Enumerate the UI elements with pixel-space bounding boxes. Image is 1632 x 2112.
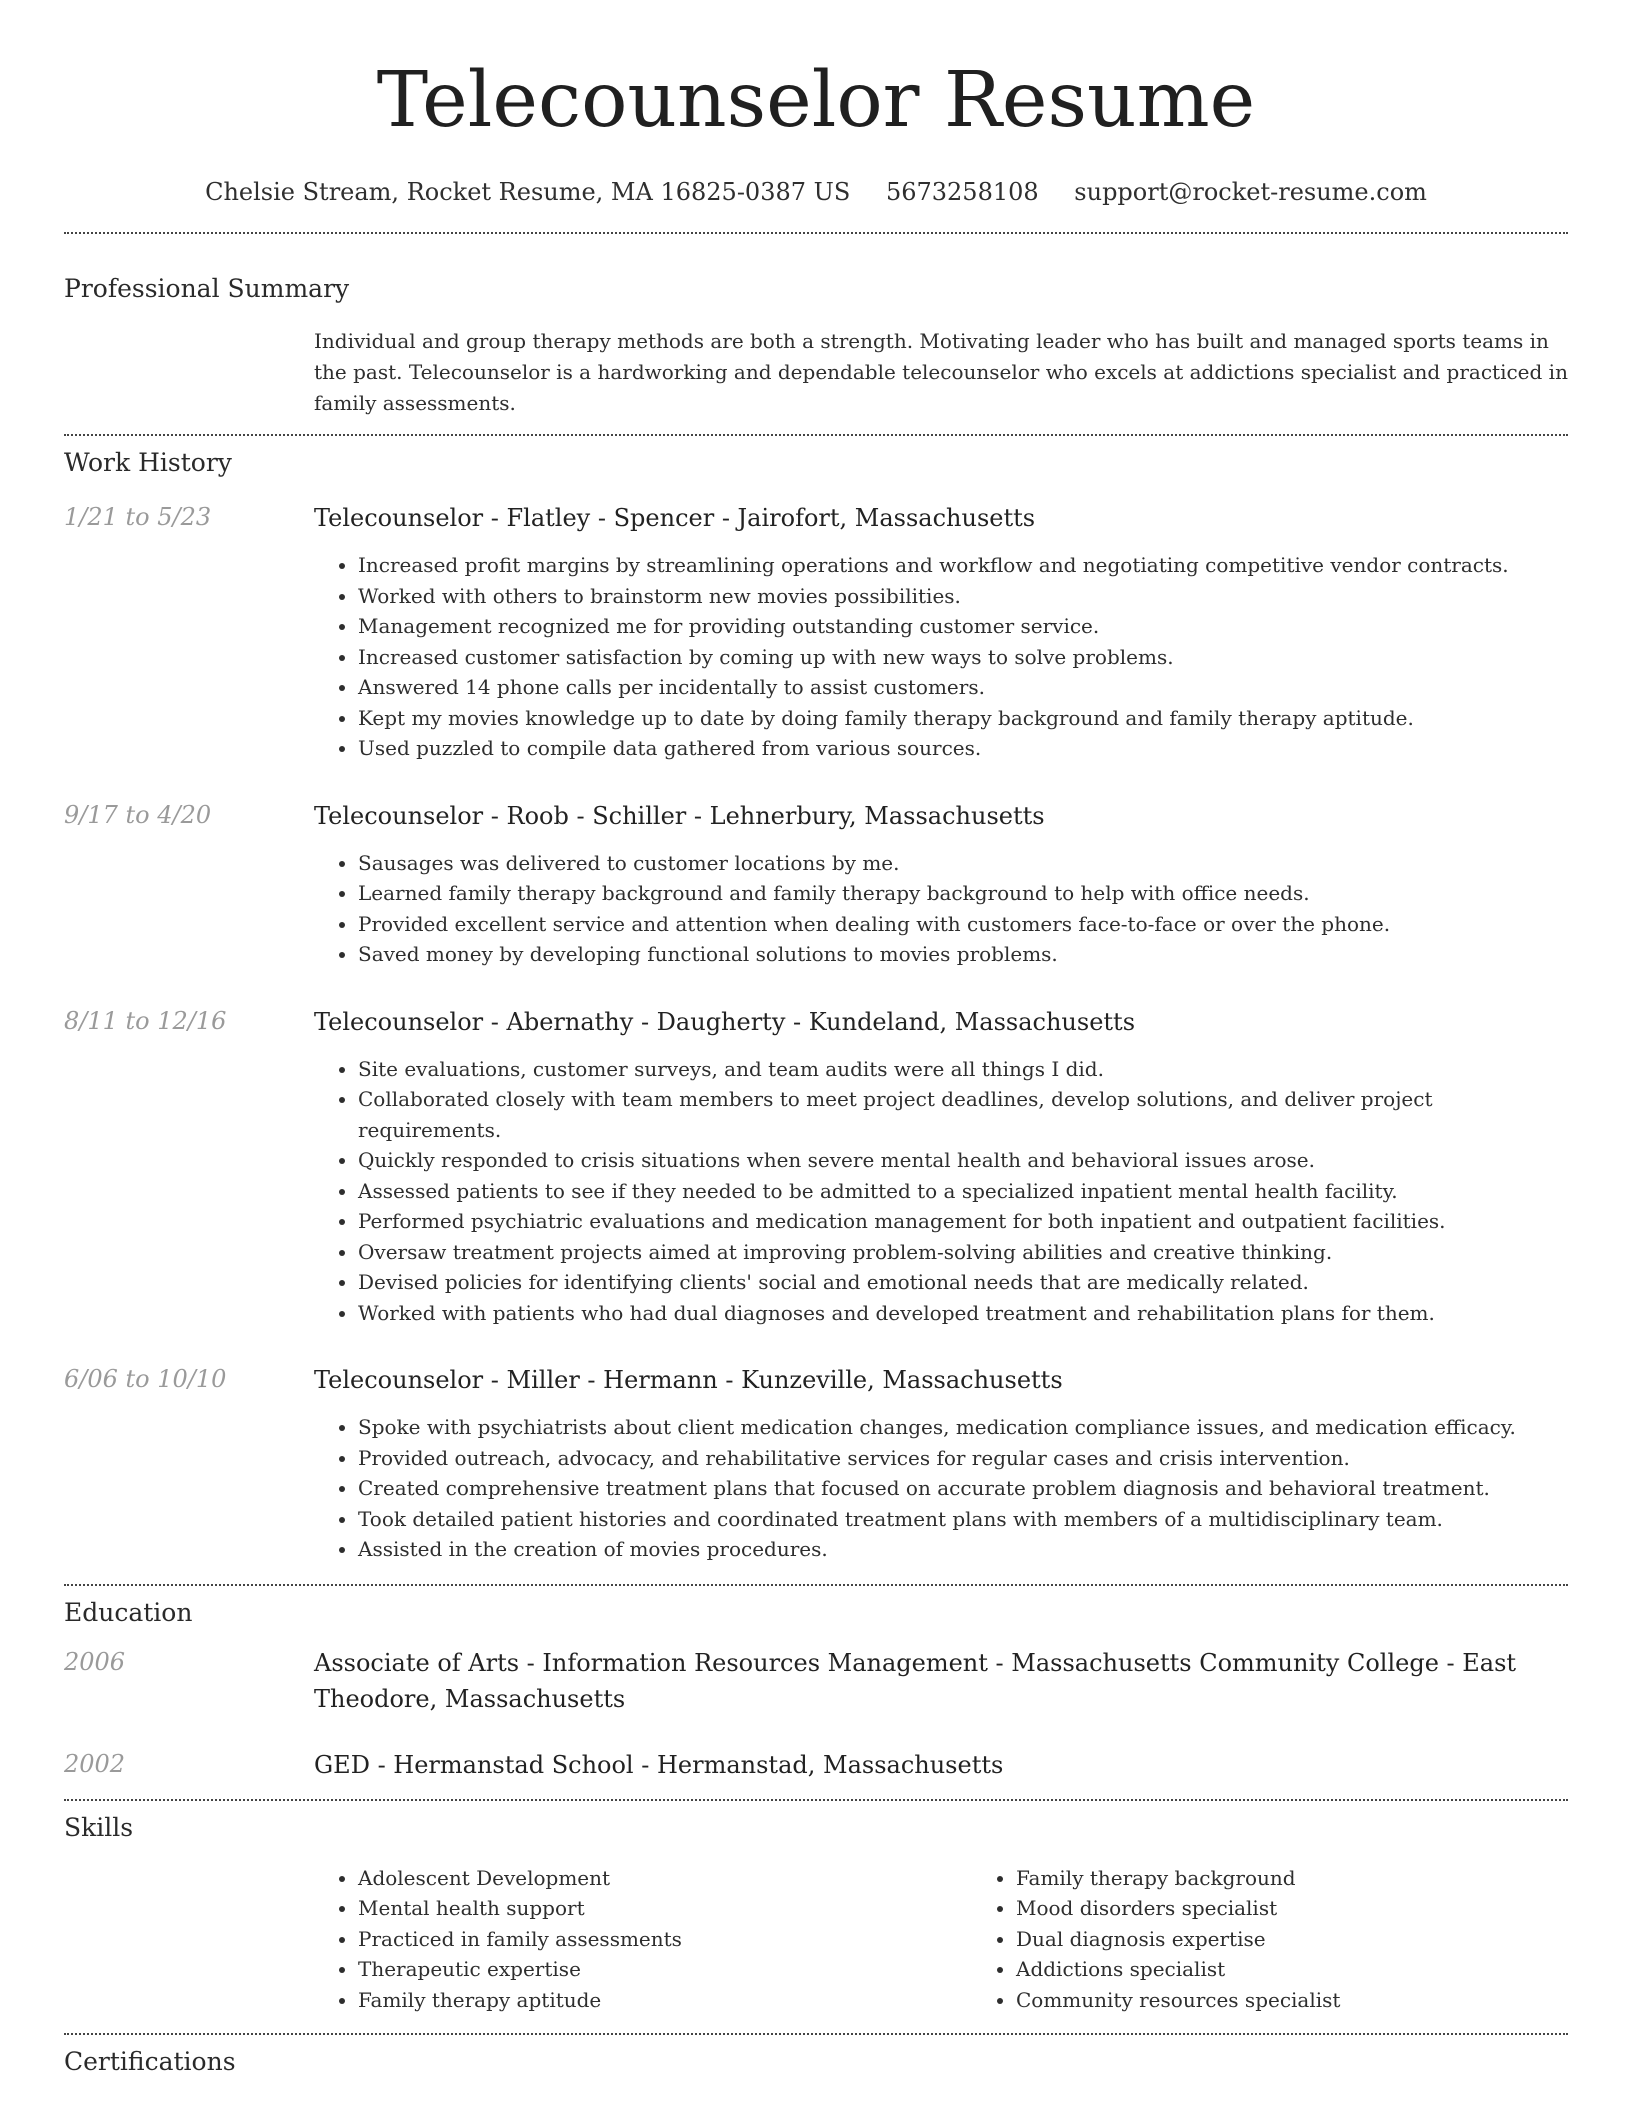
bullet-item: • Provided outreach, advocacy, and rehabilitative services for regular cases and crisis intervention.	[358, 1443, 1568, 1474]
bullet-item: • Assessed patients to see if they needed to be admitted to a specialized inpatient mental health facility.	[358, 1176, 1568, 1207]
bullet-item: • Increased profit margins by streamlining operations and workflow and negotiating competitive vendor contracts.	[358, 550, 1568, 581]
bullet-item: • Sausages was delivered to customer locations by me.	[358, 848, 1568, 879]
summary-heading: Professional Summary	[64, 274, 350, 303]
education-degree: Associate of Arts - Information Resources Management - Massachusetts Community College - East Theodore, Massachusetts	[314, 1648, 1517, 1713]
education-heading: Education	[64, 1597, 193, 1627]
bullet-item: • Used puzzled to compile data gathered from various sources.	[358, 733, 1568, 764]
skill-item: • Dual diagnosis expertise	[1016, 1924, 1630, 1955]
work-history-list	[64, 500, 1568, 1565]
bullet-item: • Took detailed patient histories and coordinated treatment plans with members of a multidisciplinary team.	[358, 1504, 1568, 1535]
bullet-item: • Assisted in the creation of movies procedures.	[358, 1534, 1568, 1565]
work-dates: 1/21 to 5/23	[64, 503, 212, 531]
bullet-item: • Learned family therapy background and family therapy background to help with office needs.	[358, 878, 1568, 909]
skill-item: • Family therapy background	[1016, 1863, 1630, 1894]
divider	[64, 434, 1568, 436]
bullet-item: • Increased customer satisfaction by coming up with new ways to solve problems.	[358, 642, 1568, 673]
skill-item: • Practiced in family assessments	[358, 1924, 972, 1955]
certifications-heading: Certifications	[64, 2047, 236, 2076]
work-title: Telecounselor - Flatley - Spencer - Jairofort, Massachusetts	[314, 504, 1036, 532]
summary-text: Individual and group therapy methods are both a strength. Motivating leader who has built and managed sports teams in the past. Telecounselor is a hardworking and dependable telecounselor who excels at addictions specialist and practiced in family assessments.	[314, 329, 1568, 415]
bullet-item: • Oversaw treatment projects aimed at improving problem-solving abilities and creative thinking.	[358, 1237, 1568, 1268]
work-title: Telecounselor - Roob - Schiller - Lehnerbury, Massachusetts	[314, 801, 1045, 830]
divider	[64, 1584, 1568, 1586]
work-dates: 8/11 to 12/16	[64, 1006, 227, 1035]
skill-item: • Therapeutic expertise	[358, 1954, 972, 1985]
work-entry	[64, 1004, 1568, 1329]
bullet-item: • Devised policies for identifying clients' social and emotional needs that are medically related.	[358, 1267, 1568, 1298]
bullet-item: • Created comprehensive treatment plans that focused on accurate problem diagnosis and behavioral treatment.	[358, 1473, 1568, 1504]
work-bullets	[314, 1054, 1568, 1329]
work-entry	[64, 798, 1568, 970]
work-bullets	[314, 1412, 1568, 1565]
divider	[64, 232, 1568, 234]
bullet-item: • Quickly responded to crisis situations when severe mental health and behavioral issues arose.	[358, 1145, 1568, 1176]
education-item	[64, 1645, 1568, 1717]
skills-heading: Skills	[64, 1812, 134, 1842]
bullet-item: • Worked with patients who had dual diagnoses and developed treatment and rehabilitation plans for them.	[358, 1298, 1568, 1329]
page-title: Telecounselor Resume	[376, 56, 1256, 145]
contact-line	[64, 174, 1568, 210]
bullet-item: • Kept my movies knowledge up to date by doing family therapy background and family therapy aptitude.	[358, 703, 1568, 734]
education-year: 2006	[64, 1647, 126, 1676]
work-entry	[64, 1362, 1568, 1565]
skill-item: • Family therapy aptitude	[358, 1985, 972, 2016]
resume-page	[64, 0, 1568, 2079]
bullet-item: • Answered 14 phone calls per incidentally to assist customers.	[358, 672, 1568, 703]
skills-list-left	[314, 1863, 972, 2016]
bullet-item: • Spoke with psychiatrists about client medication changes, medication compliance issues, and medication efficacy.	[358, 1412, 1568, 1443]
education-degree: GED - Hermanstad School - Hermanstad, Massachusetts	[314, 1750, 1004, 1779]
bullet-item: • Worked with others to brainstorm new movies possibilities.	[358, 581, 1568, 612]
skills-list-right	[972, 1863, 1630, 2016]
bullet-item: • Saved money by developing functional solutions to movies problems.	[358, 939, 1568, 970]
education-item	[64, 1747, 1568, 1783]
divider	[64, 1799, 1568, 1801]
bullet-item: • Site evaluations, customer surveys, and team audits were all things I did.	[358, 1054, 1568, 1085]
education-year: 2002	[64, 1749, 126, 1778]
skill-item: • Mental health support	[358, 1893, 972, 1924]
skill-item: • Addictions specialist	[1016, 1954, 1630, 1985]
skills-grid	[314, 1863, 1568, 2016]
work-dates: 9/17 to 4/20	[64, 800, 212, 829]
contact-email: support@rocket-resume.com	[1074, 178, 1427, 206]
skill-item: • Mood disorders specialist	[1016, 1893, 1630, 1924]
contact-address: Chelsie Stream, Rocket Resume, MA 16825-0387 US	[205, 178, 851, 206]
work-dates: 6/06 to 10/10	[64, 1365, 227, 1393]
work-bullets	[314, 848, 1568, 970]
divider	[64, 2033, 1568, 2035]
bullet-item: • Collaborated closely with team members to meet project deadlines, develop solutions, and deliver project requirements.	[358, 1084, 1568, 1145]
work-title: Telecounselor - Miller - Hermann - Kunzeville, Massachusetts	[314, 1366, 1063, 1394]
work-entry	[64, 500, 1568, 764]
skill-item: • Adolescent Development	[358, 1863, 972, 1894]
work-bullets	[314, 550, 1568, 764]
bullet-item: • Performed psychiatric evaluations and medication management for both inpatient and outpatient facilities.	[358, 1206, 1568, 1237]
bullet-item: • Provided excellent service and attention when dealing with customers face-to-face or over the phone.	[358, 909, 1568, 940]
bullet-item: • Management recognized me for providing outstanding customer service.	[358, 611, 1568, 642]
contact-phone: 5673258108	[885, 178, 1039, 206]
work-title: Telecounselor - Abernathy - Daugherty - Kundeland, Massachusetts	[314, 1007, 1136, 1036]
work-history-heading: Work History	[64, 448, 232, 477]
skill-item: • Community resources specialist	[1016, 1985, 1630, 2016]
